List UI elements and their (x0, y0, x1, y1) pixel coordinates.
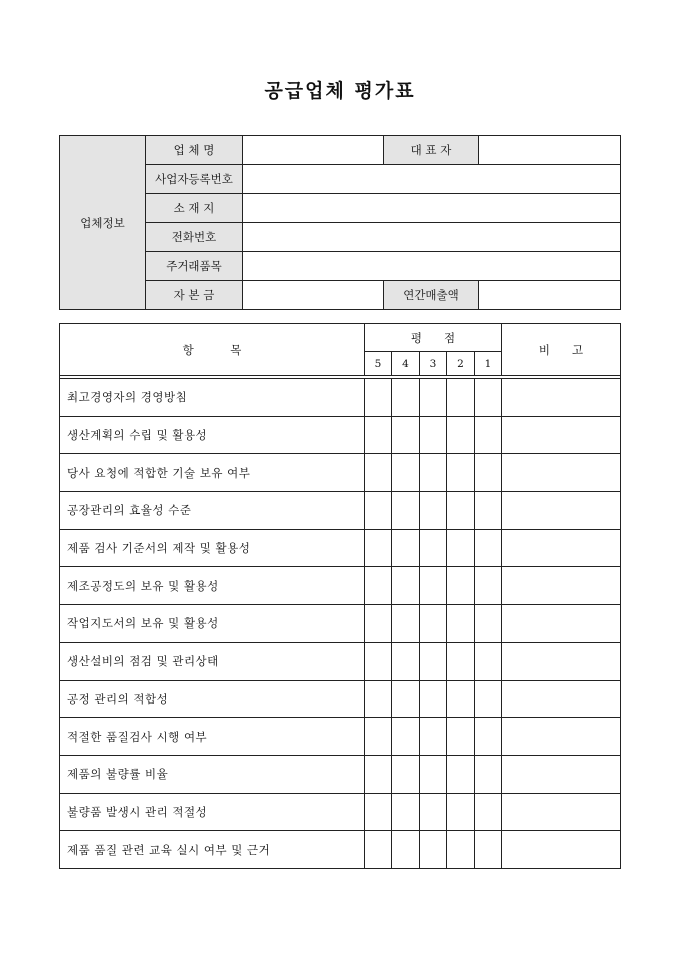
score-5-cell[interactable] (365, 567, 392, 605)
evaluation-item-label: 제품 품질 관련 교육 실시 여부 및 근거 (60, 831, 365, 869)
score-3-cell[interactable] (420, 831, 447, 869)
score-4-cell[interactable] (392, 755, 420, 793)
remark-cell[interactable] (502, 642, 621, 680)
score-4-cell[interactable] (392, 605, 420, 643)
field-capital[interactable] (243, 281, 384, 310)
score-3-cell[interactable] (420, 529, 447, 567)
evaluation-item-label: 제조공정도의 보유 및 활용성 (60, 567, 365, 605)
score-2-cell[interactable] (447, 755, 475, 793)
score-2-cell[interactable] (447, 793, 475, 831)
score-2-cell[interactable] (447, 605, 475, 643)
evaluation-item-label: 공정 관리의 적합성 (60, 680, 365, 718)
evaluation-table (59, 323, 621, 869)
field-business-reg-no[interactable] (243, 165, 621, 194)
score-2-cell[interactable] (447, 492, 475, 530)
score-4-cell[interactable] (392, 492, 420, 530)
evaluation-row (60, 793, 621, 831)
score-5-cell[interactable] (365, 454, 392, 492)
score-2-cell[interactable] (447, 680, 475, 718)
score-4-cell[interactable] (392, 379, 420, 417)
score-4-cell[interactable] (392, 567, 420, 605)
company-info-section-label: 업체정보 (60, 136, 146, 310)
score-1-cell[interactable] (475, 492, 502, 530)
score-1-cell[interactable] (475, 793, 502, 831)
score-4-cell[interactable] (392, 680, 420, 718)
remark-cell[interactable] (502, 680, 621, 718)
score-1-cell[interactable] (475, 605, 502, 643)
score-3-cell[interactable] (420, 454, 447, 492)
score-1-cell[interactable] (475, 567, 502, 605)
field-representative[interactable] (479, 136, 621, 165)
score-header: 평 점 (365, 324, 502, 352)
field-annual-sales[interactable] (479, 281, 621, 310)
score-2-cell[interactable] (447, 567, 475, 605)
score-4-cell[interactable] (392, 416, 420, 454)
evaluation-item-label: 생산설비의 점검 및 관리상태 (60, 642, 365, 680)
label-address: 소 재 지 (146, 194, 243, 223)
label-representative: 대 표 자 (384, 136, 479, 165)
score-5-cell[interactable] (365, 379, 392, 417)
evaluation-row (60, 454, 621, 492)
score-4-header: 4 (392, 352, 420, 376)
score-2-cell[interactable] (447, 718, 475, 756)
score-5-cell[interactable] (365, 680, 392, 718)
evaluation-item-label: 제품의 불량률 비율 (60, 755, 365, 793)
score-3-cell[interactable] (420, 605, 447, 643)
score-5-cell[interactable] (365, 642, 392, 680)
evaluation-row (60, 379, 621, 417)
score-3-cell[interactable] (420, 793, 447, 831)
field-address[interactable] (243, 194, 621, 223)
score-2-cell[interactable] (447, 379, 475, 417)
remark-header: 비 고 (502, 324, 621, 376)
score-1-cell[interactable] (475, 454, 502, 492)
evaluation-row (60, 642, 621, 680)
remark-cell[interactable] (502, 529, 621, 567)
remark-cell[interactable] (502, 567, 621, 605)
score-1-header: 1 (475, 352, 502, 376)
label-capital: 자 본 금 (146, 281, 243, 310)
evaluation-row (60, 567, 621, 605)
score-1-cell[interactable] (475, 642, 502, 680)
field-phone[interactable] (243, 223, 621, 252)
score-1-cell[interactable] (475, 379, 502, 417)
score-4-cell[interactable] (392, 642, 420, 680)
remark-cell[interactable] (502, 755, 621, 793)
score-2-cell[interactable] (447, 529, 475, 567)
evaluation-row (60, 416, 621, 454)
score-3-header: 3 (420, 352, 447, 376)
score-5-cell[interactable] (365, 605, 392, 643)
evaluation-item-label: 당사 요청에 적합한 기술 보유 여부 (60, 454, 365, 492)
evaluation-item-label: 적절한 품질검사 시행 여부 (60, 718, 365, 756)
score-5-cell[interactable] (365, 529, 392, 567)
evaluation-row (60, 529, 621, 567)
score-2-cell[interactable] (447, 454, 475, 492)
field-company-name[interactable] (243, 136, 384, 165)
score-5-header: 5 (365, 352, 392, 376)
score-5-cell[interactable] (365, 492, 392, 530)
score-5-cell[interactable] (365, 793, 392, 831)
remark-cell[interactable] (502, 605, 621, 643)
score-2-header: 2 (447, 352, 475, 376)
evaluation-item-label: 제품 검사 기준서의 제작 및 활용성 (60, 529, 365, 567)
company-info-table (59, 135, 621, 310)
remark-cell[interactable] (502, 793, 621, 831)
remark-cell[interactable] (502, 454, 621, 492)
score-3-cell[interactable] (420, 718, 447, 756)
evaluation-item-label: 최고경영자의 경영방침 (60, 379, 365, 417)
score-4-cell[interactable] (392, 529, 420, 567)
score-2-cell[interactable] (447, 416, 475, 454)
label-annual-sales: 연간매출액 (384, 281, 479, 310)
score-1-cell[interactable] (475, 529, 502, 567)
score-4-cell[interactable] (392, 718, 420, 756)
remark-cell[interactable] (502, 492, 621, 530)
label-business-reg-no: 사업자등록번호 (146, 165, 243, 194)
score-4-cell[interactable] (392, 831, 420, 869)
evaluation-item-label: 생산계획의 수립 및 활용성 (60, 416, 365, 454)
score-4-cell[interactable] (392, 793, 420, 831)
score-1-cell[interactable] (475, 755, 502, 793)
score-5-cell[interactable] (365, 718, 392, 756)
remark-cell[interactable] (502, 416, 621, 454)
score-3-cell[interactable] (420, 680, 447, 718)
score-3-cell[interactable] (420, 492, 447, 530)
page-title: 공급업체 평가표 (264, 80, 416, 102)
item-header: 항 목 (60, 324, 365, 376)
score-5-cell[interactable] (365, 755, 392, 793)
evaluation-item-label: 불량품 발생시 관리 적절성 (60, 793, 365, 831)
score-3-cell[interactable] (420, 642, 447, 680)
evaluation-item-label: 작업지도서의 보유 및 활용성 (60, 605, 365, 643)
label-phone: 전화번호 (146, 223, 243, 252)
label-company-name: 업 체 명 (146, 136, 243, 165)
evaluation-row (60, 718, 621, 756)
score-1-cell[interactable] (475, 416, 502, 454)
field-main-products[interactable] (243, 252, 621, 281)
score-1-cell[interactable] (475, 680, 502, 718)
remark-cell[interactable] (502, 831, 621, 869)
score-3-cell[interactable] (420, 379, 447, 417)
score-2-cell[interactable] (447, 642, 475, 680)
score-3-cell[interactable] (420, 755, 447, 793)
score-1-cell[interactable] (475, 718, 502, 756)
evaluation-row (60, 680, 621, 718)
label-main-products: 주거래품목 (146, 252, 243, 281)
evaluation-row (60, 755, 621, 793)
score-3-cell[interactable] (420, 416, 447, 454)
score-1-cell[interactable] (475, 831, 502, 869)
score-3-cell[interactable] (420, 567, 447, 605)
evaluation-row (60, 492, 621, 530)
evaluation-row (60, 831, 621, 869)
score-5-cell[interactable] (365, 416, 392, 454)
evaluation-item-label: 공장관리의 효율성 수준 (60, 492, 365, 530)
score-2-cell[interactable] (447, 831, 475, 869)
remark-cell[interactable] (502, 718, 621, 756)
score-5-cell[interactable] (365, 831, 392, 869)
remark-cell[interactable] (502, 379, 621, 417)
evaluation-row (60, 605, 621, 643)
score-4-cell[interactable] (392, 454, 420, 492)
